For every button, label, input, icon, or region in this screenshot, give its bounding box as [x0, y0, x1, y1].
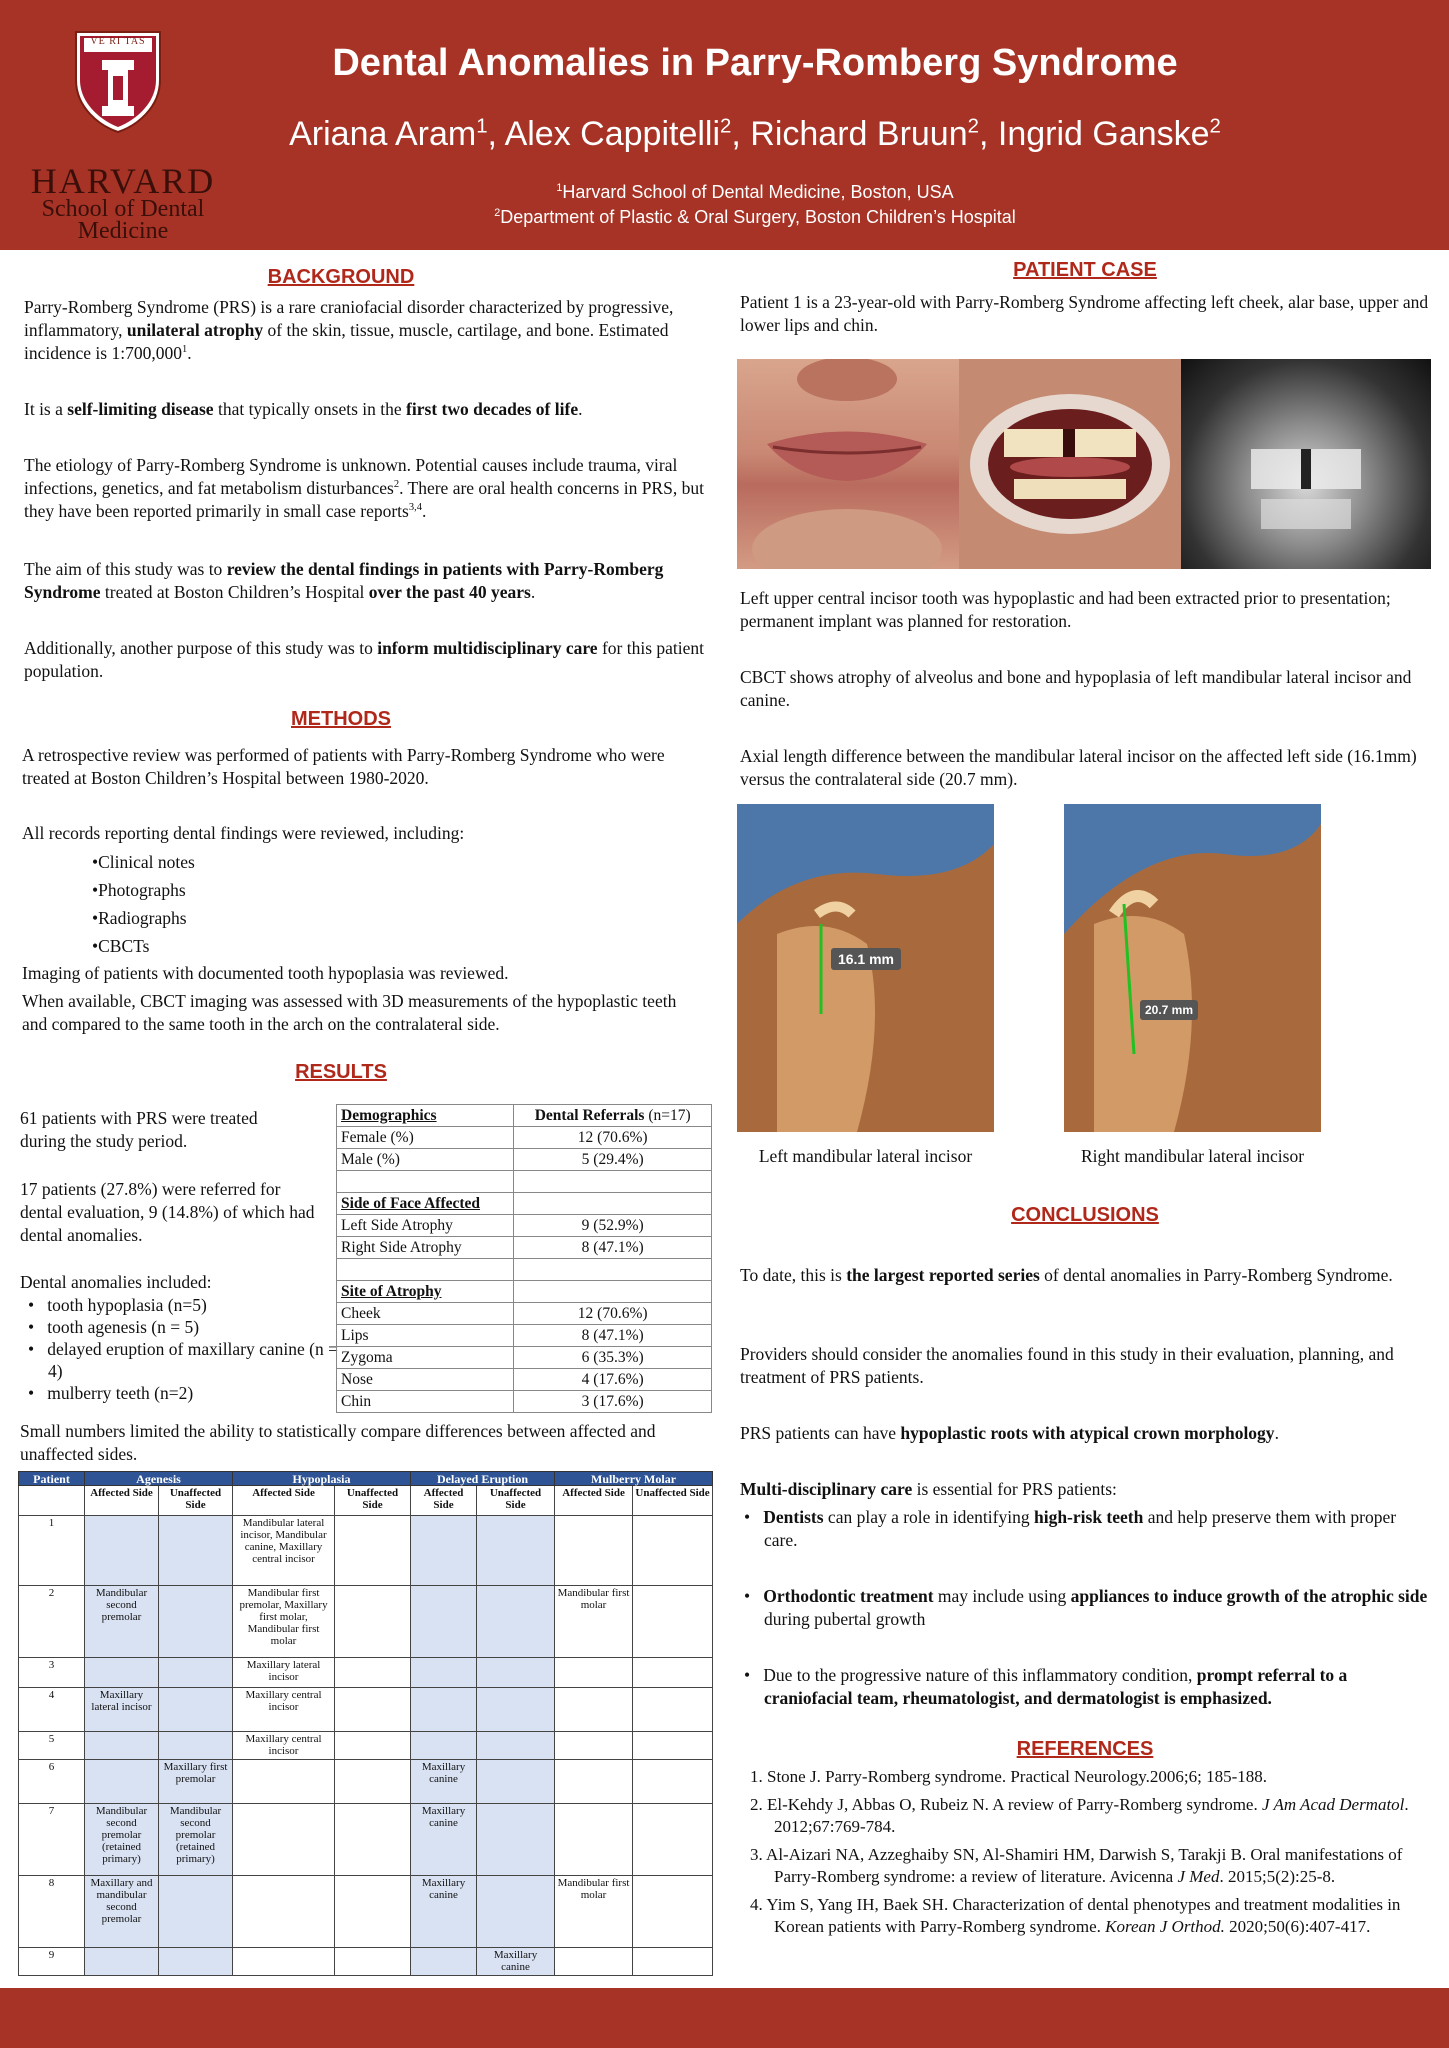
conclusions-paragraph-1: To date, this is the largest reported series of dental anomalies in Parry-Romberg Syndrome. [740, 1265, 1393, 1285]
table-cell [633, 1760, 713, 1804]
background-paragraph-4: The aim of this study was to review the dental findings in patients with Parry-Romberg Syndrome treated at Boston Children’s Hospital over the past 40 years. [24, 559, 664, 602]
cbct-left-caption: Left mandibular lateral incisor [758, 1146, 973, 1166]
methods-record-list [92, 848, 195, 960]
table-cell: Left Side Atrophy [337, 1215, 514, 1237]
table-cell [411, 1688, 477, 1732]
poster-title: Dental Anomalies in Parry-Romberg Syndrome [332, 42, 1178, 84]
table-cell: Maxillary central incisor [233, 1732, 335, 1760]
methods-paragraph-3: Imaging of patients with documented tooth hypoplasia was reviewed. [22, 963, 509, 983]
table-cell: Mandibular second premolar [85, 1586, 159, 1658]
table-cell [555, 1948, 633, 1976]
table-cell [633, 1804, 713, 1876]
table-cell [85, 1658, 159, 1688]
table-cell [19, 1486, 85, 1516]
conclusion-bullet-2: • Orthodontic treatment may include using appliances to induce growth of the atrophic side during pubertal growth [744, 1586, 1428, 1629]
list-item: •Clinical notes [92, 852, 195, 872]
table-cell: 7 [19, 1804, 85, 1876]
reference-item: 1. Stone J. Parry-Romberg syndrome. Practical Neurology.2006;6; 185-188. [750, 1767, 1268, 1786]
table-row [19, 1516, 713, 1586]
table-cell: 9 [19, 1948, 85, 1976]
table-header-cell: Patient [19, 1472, 85, 1486]
table-cell: Male (%) [337, 1149, 514, 1171]
table-row [19, 1760, 713, 1804]
table-cell [514, 1171, 712, 1193]
methods-title: METHODS [291, 708, 391, 730]
affiliation-1: $^1$Harvard School of Dental Medicine, Boston, USA [556, 182, 954, 202]
table-cell: 2 [19, 1586, 85, 1658]
table-row [337, 1303, 712, 1325]
table-row [337, 1127, 712, 1149]
table-header-cell: Affected Side [411, 1486, 477, 1516]
table-cell [411, 1586, 477, 1658]
table-cell: 8 (47.1%) [514, 1325, 712, 1347]
table-cell [411, 1948, 477, 1976]
cbct-left-image [737, 804, 994, 1132]
author-list: Ariana Aram$^1$, Alex Cappitelli$^2$, Richard Bruun$^2$, Ingrid Ganske$^2$ [289, 115, 1221, 153]
table-cell [335, 1876, 411, 1948]
cbct-left-measure: 16.1 mm [837, 951, 895, 967]
table-row [337, 1325, 712, 1347]
table-cell: Nose [337, 1369, 514, 1391]
table-cell: Maxillary canine [477, 1948, 555, 1976]
table-cell: Mandibular first molar [555, 1876, 633, 1948]
table-cell [159, 1688, 233, 1732]
table-cell: 8 (47.1%) [514, 1237, 712, 1259]
table-row [337, 1281, 712, 1303]
table-cell: Maxillary central incisor [233, 1688, 335, 1732]
table-cell [335, 1804, 411, 1876]
table-cell: Maxillary lateral incisor [85, 1688, 159, 1732]
table-cell: 3 (17.6%) [514, 1391, 712, 1413]
header-banner [0, 0, 1449, 250]
conclusions-paragraph-4: Multi-disciplinary care is essential for PRS patients: [740, 1479, 1117, 1499]
table-header-cell: Agenesis [85, 1472, 233, 1486]
table-cell: Side of Face Affected [337, 1193, 514, 1215]
table-cell [159, 1658, 233, 1688]
table-cell [514, 1259, 712, 1281]
radiograph-image [1181, 359, 1431, 569]
table-cell [337, 1171, 514, 1193]
table-cell [233, 1804, 335, 1876]
table-cell [335, 1688, 411, 1732]
table-cell [477, 1516, 555, 1586]
table-cell: 6 (35.3%) [514, 1347, 712, 1369]
table-row [337, 1347, 712, 1369]
list-item: •Photographs [92, 880, 186, 900]
table-cell [477, 1658, 555, 1688]
table-header-cell: Mulberry Molar [555, 1472, 713, 1486]
harvard-subtitle: School of Dental Medicine [41, 196, 205, 244]
open-mouth-photo [959, 359, 1181, 569]
table-cell: Chin [337, 1391, 514, 1413]
table-cell [633, 1948, 713, 1976]
table-group-header [19, 1472, 713, 1486]
table-header-cell: Unaffected Side [633, 1486, 713, 1516]
table-cell [335, 1586, 411, 1658]
table-header-cell: Hypoplasia [233, 1472, 411, 1486]
table-header-cell: Unaffected Side [477, 1486, 555, 1516]
table-cell: Maxillary canine [411, 1804, 477, 1876]
patient-case-paragraph-1: Patient 1 is a 23-year-old with Parry-Romberg Syndrome affecting left cheek, alar base, upper and lower lips and chin. [740, 292, 1429, 335]
table-cell [159, 1732, 233, 1760]
table-cell [555, 1804, 633, 1876]
table-cell: Female (%) [337, 1127, 514, 1149]
table-cell [335, 1948, 411, 1976]
table-cell [477, 1586, 555, 1658]
table-row [337, 1369, 712, 1391]
affiliation-2: $^2$Department of Plastic & Oral Surgery, Boston Children’s Hospital [494, 207, 1016, 227]
table-row [337, 1259, 712, 1281]
table-row [337, 1215, 712, 1237]
table-cell: Maxillary first premolar [159, 1760, 233, 1804]
table-cell [633, 1516, 713, 1586]
table-header-cell: Demographics [337, 1105, 514, 1127]
table-cell [159, 1586, 233, 1658]
table-cell: Maxillary and mandibular second premolar [85, 1876, 159, 1948]
dental-anomaly-table [18, 1471, 713, 1976]
footer-banner [0, 1988, 1449, 2048]
table-cell [514, 1281, 712, 1303]
table-cell [85, 1732, 159, 1760]
table-cell [477, 1876, 555, 1948]
patient-photo-strip [737, 359, 1431, 569]
list-item: • mulberry teeth (n=2) [28, 1383, 194, 1403]
cbct-right-measure: 20.7 mm [1144, 1003, 1194, 1017]
table-row [19, 1658, 713, 1688]
table-cell: Right Side Atrophy [337, 1237, 514, 1259]
table-cell: Site of Atrophy [337, 1281, 514, 1303]
table-cell: Maxillary lateral incisor [233, 1658, 335, 1688]
table-row [337, 1149, 712, 1171]
table-row [337, 1237, 712, 1259]
patient-case-paragraph-4: Axial length difference between the mandibular lateral incisor on the affected left side (16.1mm) versus the contralateral side (20.7 mm). [740, 746, 1417, 789]
table-cell: Mandibular second premolar (retained primary) [85, 1804, 159, 1876]
methods-paragraph-1: A retrospective review was performed of patients with Parry-Romberg Syndrome who were treated at Boston Children’s Hospital between 1980-2020. [22, 745, 665, 788]
methods-paragraph-4: When available, CBCT imaging was assessed with 3D measurements of the hypoplastic teeth and compared to the same tooth in the arch on the contralateral side. [22, 991, 677, 1034]
list-item: • tooth hypoplasia (n=5) [28, 1295, 207, 1315]
harvard-wordmark: HARVARD [30, 161, 216, 201]
table-cell [85, 1516, 159, 1586]
table-cell: 12 (70.6%) [514, 1303, 712, 1325]
table-row [337, 1193, 712, 1215]
table-cell: Zygoma [337, 1347, 514, 1369]
table-cell [633, 1876, 713, 1948]
table-cell [555, 1688, 633, 1732]
table-cell [335, 1658, 411, 1688]
table-header-row [337, 1105, 712, 1127]
table-cell: Maxillary canine [411, 1876, 477, 1948]
demographics-table [336, 1104, 712, 1413]
table-cell: 6 [19, 1760, 85, 1804]
table-cell: Maxillary canine [411, 1760, 477, 1804]
table-cell [555, 1658, 633, 1688]
table-cell [335, 1760, 411, 1804]
table-row [337, 1171, 712, 1193]
table-cell: Cheek [337, 1303, 514, 1325]
table-header-cell: Affected Side [555, 1486, 633, 1516]
table-cell: 1 [19, 1516, 85, 1586]
patient-case-paragraph-2: Left upper central incisor tooth was hypoplastic and had been extracted prior to presentation; permanent implant was planned for restoration. [740, 588, 1391, 631]
table-cell [233, 1876, 335, 1948]
table-header-cell: Unaffected Side [335, 1486, 411, 1516]
list-item: •Radiographs [92, 908, 187, 928]
cbct-right-image [1064, 804, 1321, 1132]
table-cell: 5 (29.4%) [514, 1149, 712, 1171]
table-cell [514, 1193, 712, 1215]
background-title: BACKGROUND [267, 266, 415, 288]
table-cell [335, 1516, 411, 1586]
table-cell [555, 1732, 633, 1760]
table-cell: 9 (52.9%) [514, 1215, 712, 1237]
results-paragraph-3: Dental anomalies included: [20, 1272, 212, 1292]
reference-item: 4. Yim S, Yang IH, Baek SH. Characterization of dental phenotypes and treatment modalities in Korean patients with Parry-Romberg syndrome. Korean J Orthod. 2020;50(6):407-417. [750, 1895, 1401, 1936]
anomaly-list [20, 1294, 340, 1404]
conclusion-bullet-1: • Dentists can play a role in identifying high-risk teeth and help preserve them with proper care. [744, 1507, 1397, 1550]
table-cell [233, 1948, 335, 1976]
table-cell: 4 [19, 1688, 85, 1732]
table-row [19, 1732, 713, 1760]
table-header-cell: Delayed Eruption [411, 1472, 555, 1486]
table-cell [477, 1804, 555, 1876]
shield-motto: VE RI TAS [90, 36, 146, 47]
table-cell: 5 [19, 1732, 85, 1760]
conclusion-bullet-3: • Due to the progressive nature of this inflammatory condition, prompt referral to a craniofacial team, rheumatologist, and dermatologist is emphasized. [744, 1665, 1348, 1708]
table-row [19, 1876, 713, 1948]
table-cell [555, 1760, 633, 1804]
background-paragraph-2: It is a self-limiting disease that typically onsets in the first two decades of life. [24, 399, 583, 419]
table-row [19, 1688, 713, 1732]
list-item: •CBCTs [92, 936, 150, 956]
conclusions-paragraph-3: PRS patients can have hypoplastic roots with atypical crown morphology. [740, 1423, 1279, 1443]
table-cell: Mandibular second premolar (retained primary) [159, 1804, 233, 1876]
table-cell: Mandibular lateral incisor, Mandibular canine, Maxillary central incisor [233, 1516, 335, 1586]
table-cell [233, 1760, 335, 1804]
results-paragraph-2: 17 patients (27.8%) were referred for dental evaluation, 9 (14.8%) of which had dental anomalies. [20, 1179, 315, 1245]
methods-paragraph-2: All records reporting dental findings were reviewed, including: [22, 823, 465, 843]
table-cell: 3 [19, 1658, 85, 1688]
results-paragraph-1: 61 patients with PRS were treated during the study period. [20, 1108, 258, 1151]
face-photo [737, 359, 959, 569]
conclusions-title: CONCLUSIONS [1011, 1204, 1159, 1226]
table-cell [159, 1876, 233, 1948]
table-cell [477, 1760, 555, 1804]
conclusions-paragraph-2: Providers should consider the anomalies found in this study in their evaluation, planning, and treatment of PRS patients. [740, 1344, 1394, 1387]
table-cell [335, 1732, 411, 1760]
background-paragraph-3: The etiology of Parry-Romberg Syndrome is unknown. Potential causes include trauma, viral infections, genetics, and fat metabolism disturbances$^2$. There are oral health concerns in PRS, but they have been reported primarily in small case reports$^{3,4}$. [24, 455, 704, 521]
table-cell [337, 1259, 514, 1281]
patient-case-title: PATIENT CASE [1013, 259, 1157, 281]
reference-list [746, 1766, 1426, 1944]
list-item: • tooth agenesis (n = 5) [28, 1317, 200, 1337]
table-cell [633, 1586, 713, 1658]
background-paragraph-1: Parry-Romberg Syndrome (PRS) is a rare craniofacial disorder characterized by progressive, inflammatory, unilateral atrophy of the skin, tissue, muscle, cartilage, and bone. Estimated incidence is 1:700,000$^1$. [24, 297, 674, 363]
table-row [19, 1586, 713, 1658]
table-cell: 12 (70.6%) [514, 1127, 712, 1149]
table-row [19, 1948, 713, 1976]
table-cell [633, 1688, 713, 1732]
table-row [337, 1391, 712, 1413]
table-cell: Mandibular first premolar, Maxillary first molar, Mandibular first molar [233, 1586, 335, 1658]
table-cell [633, 1658, 713, 1688]
references-title: REFERENCES [1016, 1738, 1154, 1760]
table-header-cell: Unaffected Side [159, 1486, 233, 1516]
table-cell [477, 1732, 555, 1760]
table-row [19, 1804, 713, 1876]
table-cell: 4 (17.6%) [514, 1369, 712, 1391]
reference-item: 2. El-Kehdy J, Abbas O, Rubeiz N. A review of Parry-Romberg syndrome. J Am Acad Dermatol. 2012;67:769-784. [750, 1795, 1409, 1836]
table-cell [633, 1732, 713, 1760]
list-item: • delayed eruption of maxillary canine (n = 4) [28, 1339, 338, 1381]
table-cell: Lips [337, 1325, 514, 1347]
table-cell [159, 1516, 233, 1586]
table-header-cell: Dental Referrals (n=17) [514, 1105, 712, 1127]
cbct-right-caption: Right mandibular lateral incisor [1080, 1146, 1305, 1166]
table-cell [555, 1516, 633, 1586]
table-cell: 8 [19, 1876, 85, 1948]
results-title: RESULTS [295, 1061, 387, 1083]
table-sub-header [19, 1486, 713, 1516]
table-cell [85, 1948, 159, 1976]
table-cell [411, 1658, 477, 1688]
background-paragraph-5: Additionally, another purpose of this study was to inform multidisciplinary care for this patient population. [24, 638, 704, 681]
table-cell [411, 1732, 477, 1760]
table-cell [159, 1948, 233, 1976]
table-cell: Mandibular first molar [555, 1586, 633, 1658]
patient-case-paragraph-3: CBCT shows atrophy of alveolus and bone and hypoplasia of left mandibular lateral incisor and canine. [740, 667, 1412, 710]
table-header-cell: Affected Side [85, 1486, 159, 1516]
reference-item: 3. Al-Aizari NA, Azzeghaiby SN, Al-Shamiri HM, Darwish S, Tarakji B. Oral manifestations of Parry-Romberg syndrome: a review of literature. Avicenna J Med. 2015;5(2):25-8. [750, 1845, 1403, 1886]
table-cell [477, 1688, 555, 1732]
table-cell [85, 1760, 159, 1804]
table-header-cell: Affected Side [233, 1486, 335, 1516]
results-paragraph-4: Small numbers limited the ability to statistically compare differences between affected and unaffected sides. [20, 1421, 656, 1464]
table-cell [411, 1516, 477, 1586]
